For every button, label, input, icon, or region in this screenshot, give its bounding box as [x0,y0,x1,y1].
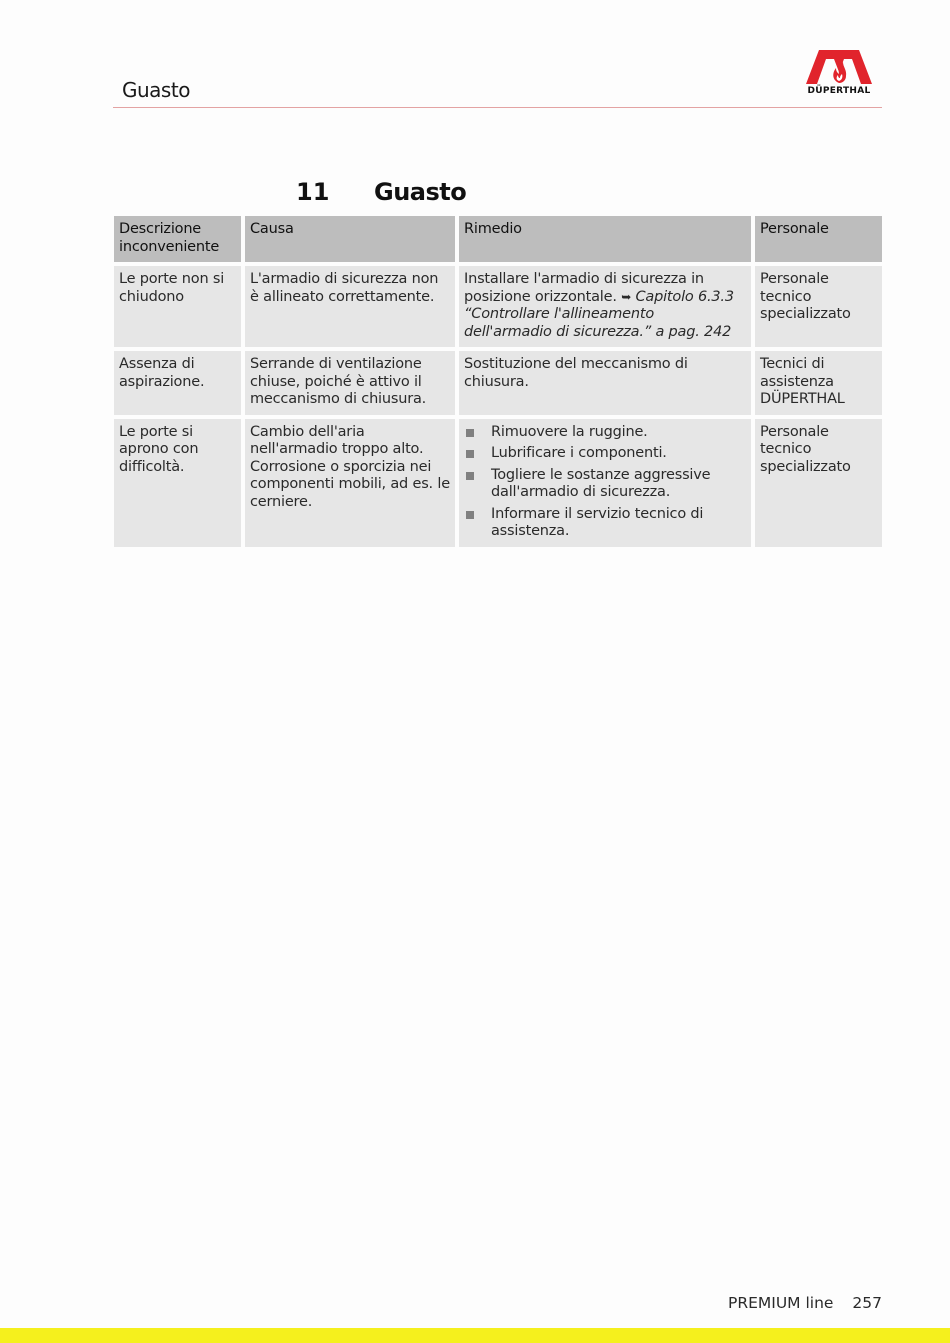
chapter-reference-link[interactable]: Capitolo 6.3.3 “Controllare l'allineamento dell'armadio di sicurezza.” a pag. 242 [464,288,734,340]
company-logo [803,50,875,98]
chapter-title: Guasto [374,178,467,206]
row-3-rimedio [459,419,751,547]
remedy-list [464,424,746,541]
row-2-personale: Tecnici di assistenza DÜPERTHAL [755,351,882,415]
remedy-list-item: Rimuovere la ruggine. [464,424,746,442]
remedy-list-item: Lubrificare i componenti. [464,445,746,463]
bottom-accent-bar [0,1328,950,1343]
troubleshooting-table [114,216,882,547]
row-1-rimedio [459,266,751,347]
footer-product-name: PREMIUM line [727,1294,834,1312]
page-number: 257 [852,1294,882,1312]
row-3-descrizione: Le porte si aprono con difficoltà. [114,419,241,547]
arrow-link-icon: ➥ [621,289,632,304]
page-section-title: Guasto [122,78,190,102]
row-3-personale: Personale tecnico specializzato [755,419,882,547]
remedy-list-item: Informare il servizio tecnico di assistenza. [464,506,746,541]
logo-wordmark: DÜPERTHAL [807,86,871,96]
column-header-causa: Causa [245,216,455,262]
row-1-descrizione: Le porte non si chiudono [114,266,241,347]
remedy-list-item: Togliere le sostanze aggressive dall'armadio di sicurezza. [464,467,746,502]
header-divider [113,107,882,108]
row-1-causa: L'armadio di sicurezza non è allineato correttamente. [245,266,455,347]
duperthal-flame-logo-icon [806,50,872,84]
column-header-rimedio: Rimedio [459,216,751,262]
row-1-personale: Personale tecnico specializzato [755,266,882,347]
row-3-causa: Cambio dell'aria nell'armadio troppo alto. Corrosione o sporcizia nei componenti mobili, ad es. le cerniere. [245,419,455,547]
row-2-causa: Serrande di ventilazione chiuse, poiché è attivo il meccanismo di chiusura. [245,351,455,415]
chapter-number: 11 [296,178,330,206]
page-footer [728,1294,882,1312]
row-1-rimedio-text: Installare l'armadio di sicurezza in posizione orizzontale. [464,271,704,305]
column-header-descrizione: Descrizione inconveniente [114,216,241,262]
row-2-rimedio: Sostituzione del meccanismo di chiusura. [459,351,751,415]
row-2-descrizione: Assenza di aspirazione. [114,351,241,415]
column-header-personale: Personale [755,216,882,262]
